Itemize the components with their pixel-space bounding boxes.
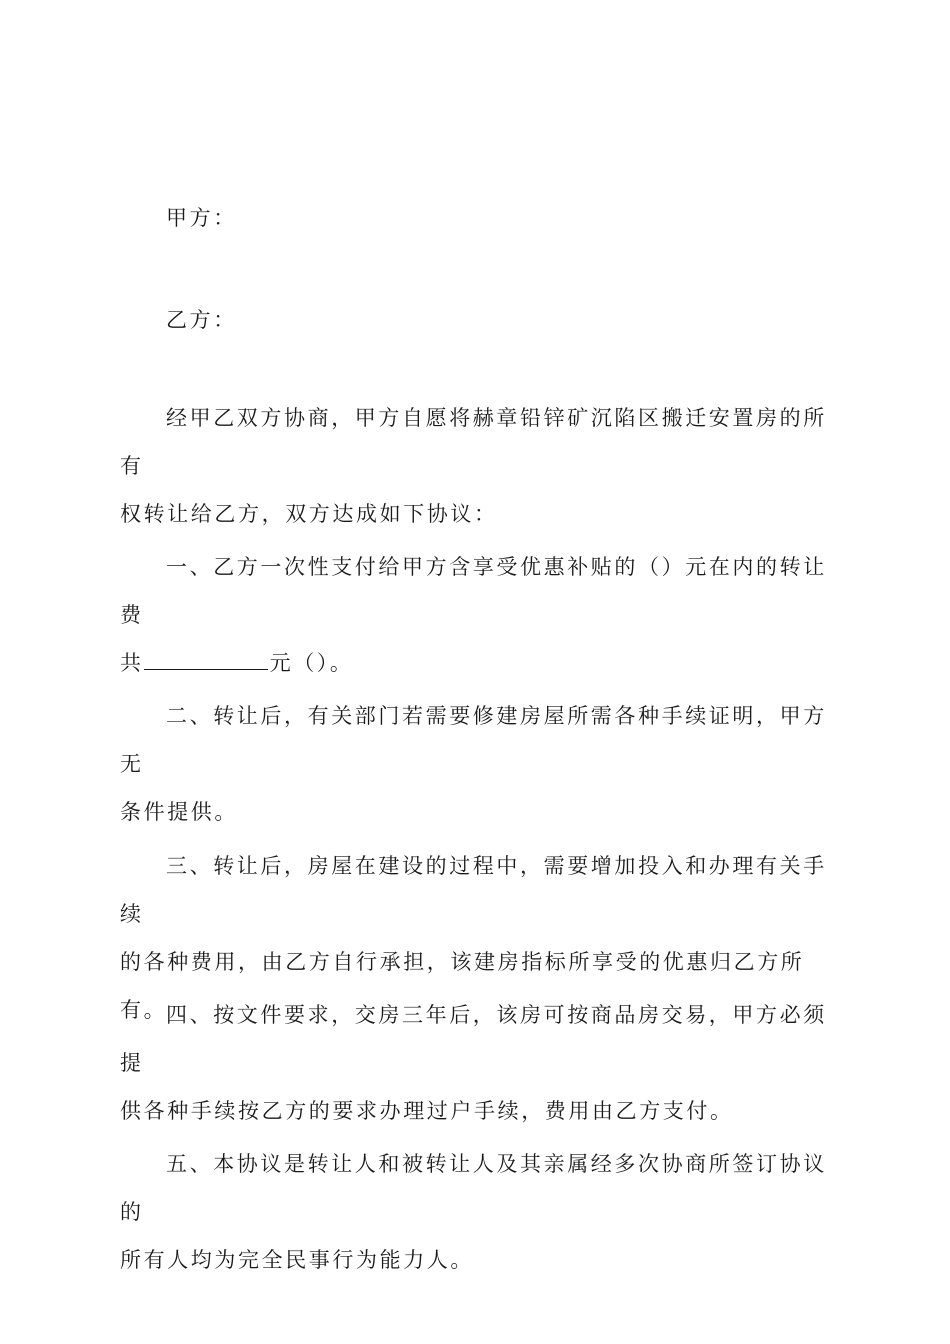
clause-4-line-1: 四、按文件要求，交房三年后，该房可按商品房交易，甲方必须提 — [120, 1003, 827, 1075]
clause-1-prefix: 共 — [120, 651, 144, 675]
clause-4-line-2: 供各种手续按乙方的要求办理过户手续，费用由乙方支付。 — [120, 1099, 734, 1123]
clause-3-line-1: 三、转让后，房屋在建设的过程中，需要增加投入和办理有关手续 — [120, 854, 827, 926]
clause-2-paragraph — [120, 692, 840, 836]
amount-blank-field[interactable] — [144, 651, 268, 670]
clause-2-line-2: 条件提供。 — [120, 800, 238, 824]
party-b-line — [120, 296, 840, 344]
intro-paragraph — [120, 394, 840, 538]
clause-1-line-2 — [120, 639, 840, 687]
clause-1-suffix: 元（）。 — [269, 651, 354, 675]
clause-4-paragraph — [120, 991, 840, 1135]
party-a-line — [120, 194, 840, 242]
intro-line-1: 经甲乙双方协商，甲方自愿将赫章铅锌矿沉陷区搬迁安置房的所有 — [120, 406, 827, 478]
clause-1-paragraph — [120, 543, 840, 687]
party-a-label: 甲方： — [166, 206, 237, 230]
clause-3-line-2: 的各种费用，由乙方自行承担，该建房指标所享受的优惠归乙方所有。 — [120, 950, 805, 1022]
clause-1-line-1: 一、乙方一次性支付给甲方含享受优惠补贴的（）元在内的转让费 — [120, 555, 827, 627]
clause-5-line-1: 五、本协议是转让人和被转让人及其亲属经多次协商所签订协议的 — [120, 1152, 827, 1224]
clause-5-paragraph — [120, 1140, 840, 1284]
clause-2-line-1: 二、转让后，有关部门若需要修建房屋所需各种手续证明，甲方无 — [120, 704, 827, 776]
intro-line-2: 权转让给乙方，双方达成如下协议： — [120, 502, 498, 526]
party-b-label: 乙方： — [166, 308, 237, 332]
clause-5-line-2: 所有人均为完全民事行为能力人。 — [120, 1248, 474, 1272]
